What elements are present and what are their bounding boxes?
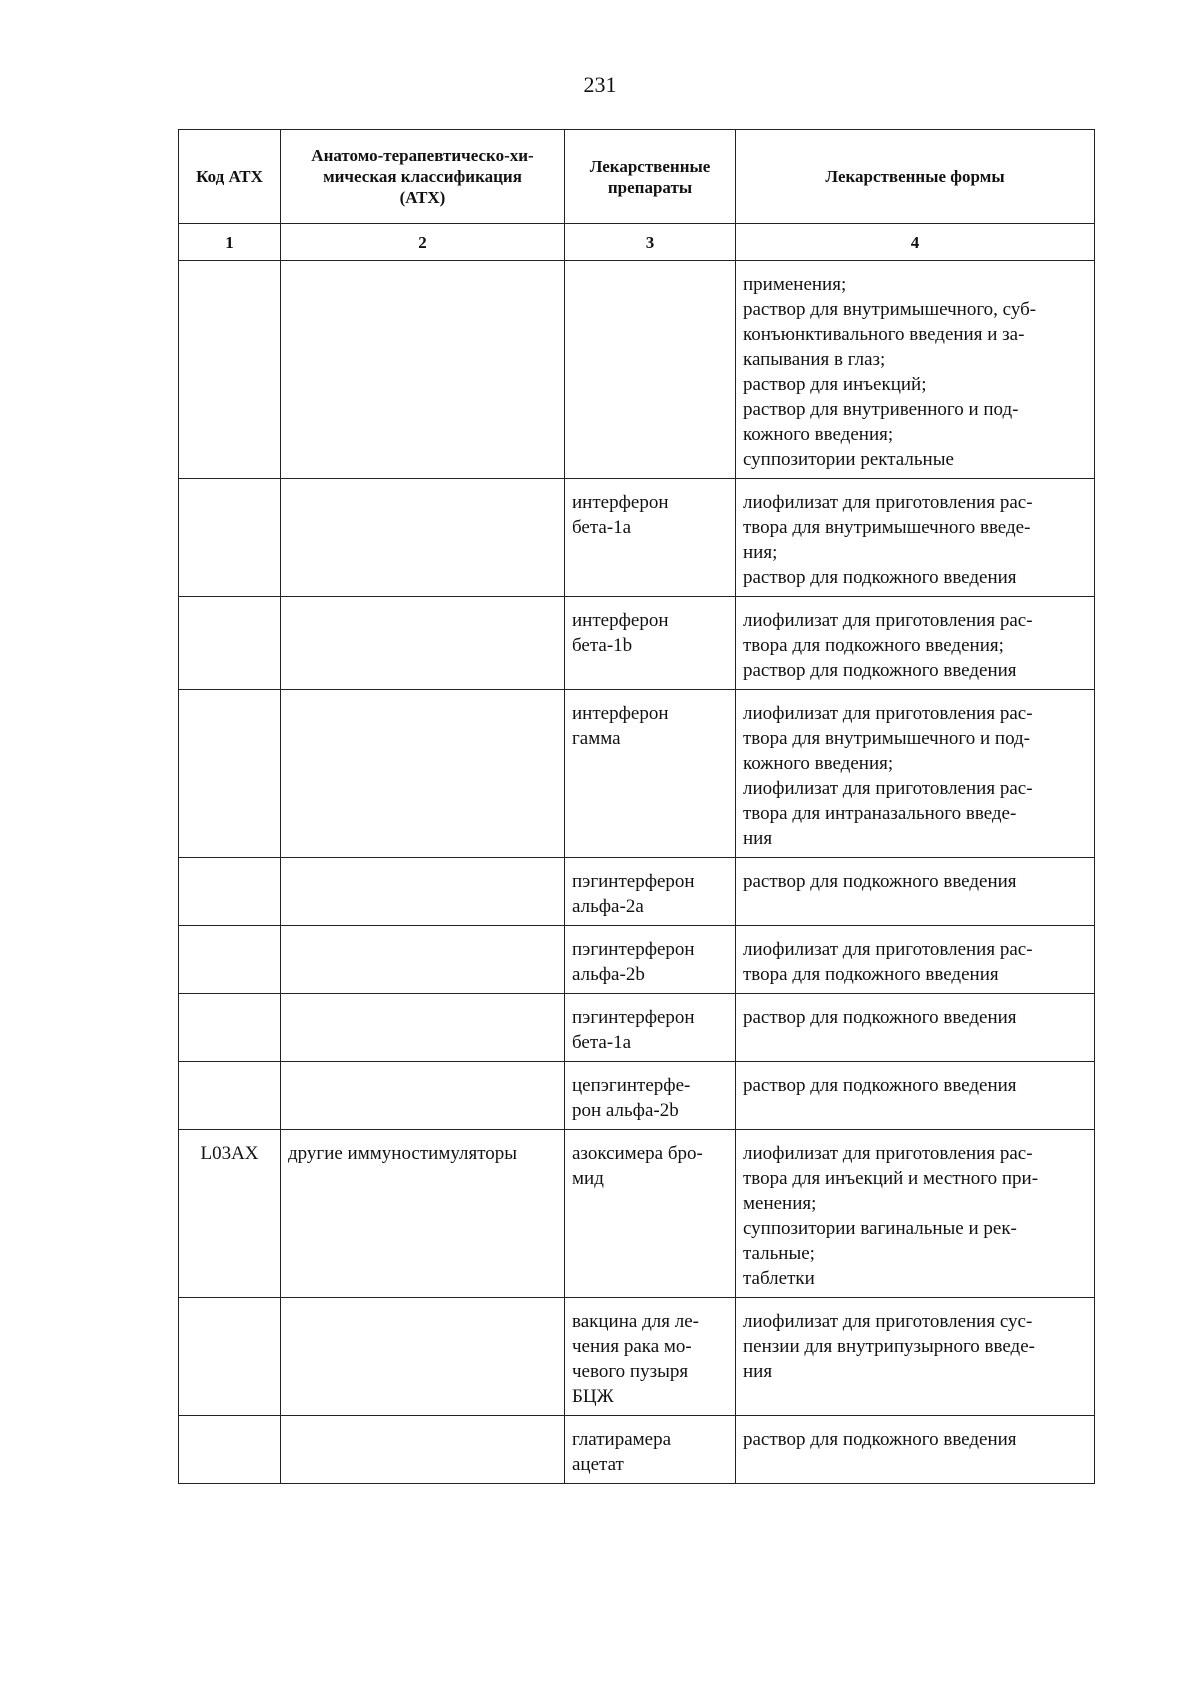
- cell-forms: [736, 690, 1095, 858]
- table-row: [179, 261, 1095, 479]
- cell-forms: [736, 261, 1095, 479]
- column-number: 1: [179, 224, 281, 261]
- drug-line: интерферон: [572, 610, 669, 631]
- cell-forms: [736, 1416, 1095, 1484]
- cell-code: [179, 1416, 281, 1484]
- cell-code: [179, 479, 281, 597]
- cell-code: L03AX: [179, 1130, 281, 1298]
- form-line: раствор для подкожного введения: [743, 1429, 1017, 1450]
- drug-line: рон альфа-2b: [572, 1100, 679, 1121]
- cell-code: [179, 858, 281, 926]
- drug-line: пэгинтерферон: [572, 1007, 695, 1028]
- column-number: 2: [281, 224, 565, 261]
- cell-classification: [281, 690, 565, 858]
- cell-forms: [736, 1062, 1095, 1130]
- drug-line: БЦЖ: [572, 1386, 614, 1407]
- header-line: Код АТХ: [196, 167, 263, 186]
- header-drugs: [565, 130, 736, 224]
- column-number: 3: [565, 224, 736, 261]
- form-line: раствор для подкожного введения: [743, 567, 1017, 588]
- form-line: раствор для инъекций;: [743, 374, 927, 395]
- drug-line: бета-1a: [572, 517, 632, 538]
- table-row: [179, 597, 1095, 690]
- cell-classification: [281, 858, 565, 926]
- form-line: твора для подкожного введения: [743, 964, 999, 985]
- form-line: лиофилизат для приготовления рас-: [743, 778, 1033, 799]
- table-row: [179, 1298, 1095, 1416]
- cell-forms: [736, 597, 1095, 690]
- form-line: раствор для внутривенного и под-: [743, 399, 1019, 420]
- drug-line: цепэгинтерфе-: [572, 1075, 691, 1096]
- form-line: кожного введения;: [743, 424, 894, 445]
- header-line: Лекарственные формы: [825, 167, 1005, 186]
- drug-line: чевого пузыря: [572, 1361, 689, 1382]
- table-row: [179, 926, 1095, 994]
- cell-code: [179, 926, 281, 994]
- cell-drug: [565, 994, 736, 1062]
- header-line: (АТХ): [399, 188, 446, 207]
- form-line: ния: [743, 828, 773, 849]
- form-line: твора для внутримышечного введе-: [743, 517, 1031, 538]
- header-line: мическая классификация: [323, 167, 522, 186]
- drug-line: ацетат: [572, 1454, 624, 1475]
- drug-line: бета-1b: [572, 635, 633, 656]
- cell-code: [179, 690, 281, 858]
- drug-line: интерферон: [572, 703, 669, 724]
- form-line: лиофилизат для приготовления сус-: [743, 1311, 1033, 1332]
- cell-drug: [565, 858, 736, 926]
- form-line: суппозитории ректальные: [743, 449, 954, 470]
- form-line: таблетки: [743, 1268, 815, 1289]
- cell-forms: [736, 479, 1095, 597]
- form-line: конъюнктивального введения и за-: [743, 324, 1025, 345]
- drug-line: пэгинтерферон: [572, 939, 695, 960]
- cell-code: [179, 1062, 281, 1130]
- form-line: лиофилизат для приготовления рас-: [743, 1143, 1033, 1164]
- drug-line: альфа-2a: [572, 896, 644, 917]
- form-line: менения;: [743, 1193, 817, 1214]
- cell-drug: [565, 1416, 736, 1484]
- cell-forms: [736, 994, 1095, 1062]
- table-row: [179, 994, 1095, 1062]
- drug-line: вакцина для ле-: [572, 1311, 699, 1332]
- form-line: пензии для внутрипузырного введе-: [743, 1336, 1035, 1357]
- drug-line: чения рака мо-: [572, 1336, 692, 1357]
- form-line: лиофилизат для приготовления рас-: [743, 610, 1033, 631]
- cell-drug: [565, 261, 736, 479]
- cell-classification: другие иммуностимуляторы: [281, 1130, 565, 1298]
- form-line: ния: [743, 1361, 773, 1382]
- cell-classification: [281, 926, 565, 994]
- cell-drug: [565, 479, 736, 597]
- header-code: [179, 130, 281, 224]
- header-line: Анатомо-терапевтическо-хи-: [311, 146, 534, 165]
- form-line: лиофилизат для приготовления рас-: [743, 492, 1033, 513]
- cell-code: [179, 1298, 281, 1416]
- form-line: лиофилизат для приготовления рас-: [743, 703, 1033, 724]
- form-line: раствор для подкожного введения: [743, 1075, 1017, 1096]
- cell-code: [179, 994, 281, 1062]
- form-line: раствор для подкожного введения: [743, 1007, 1017, 1028]
- drug-line: гамма: [572, 728, 621, 749]
- cell-drug: [565, 597, 736, 690]
- cell-drug: [565, 1062, 736, 1130]
- cell-code: [179, 261, 281, 479]
- form-line: капывания в глаз;: [743, 349, 886, 370]
- header-classification: [281, 130, 565, 224]
- form-line: лиофилизат для приготовления рас-: [743, 939, 1033, 960]
- cell-classification: [281, 1416, 565, 1484]
- form-line: применения;: [743, 274, 847, 295]
- cell-classification: [281, 479, 565, 597]
- table-row: [179, 858, 1095, 926]
- drug-line: альфа-2b: [572, 964, 645, 985]
- table-row: [179, 1062, 1095, 1130]
- form-line: раствор для подкожного введения: [743, 871, 1017, 892]
- form-line: твора для инъекций и местного при-: [743, 1168, 1039, 1189]
- form-line: твора для внутримышечного и под-: [743, 728, 1031, 749]
- form-line: кожного введения;: [743, 753, 894, 774]
- cell-forms: [736, 858, 1095, 926]
- cell-forms: [736, 1298, 1095, 1416]
- cell-classification: [281, 1298, 565, 1416]
- drug-table: [178, 129, 1095, 1484]
- header-line: Лекарственные: [589, 156, 711, 176]
- cell-forms: [736, 926, 1095, 994]
- drug-line: мид: [572, 1168, 604, 1189]
- page-number: 231: [583, 72, 617, 97]
- drug-line: пэгинтерферон: [572, 871, 695, 892]
- cell-classification: [281, 261, 565, 479]
- drug-line: интерферон: [572, 492, 669, 513]
- form-line: раствор для подкожного введения: [743, 660, 1017, 681]
- cell-drug: [565, 690, 736, 858]
- cell-classification: [281, 994, 565, 1062]
- drug-line: бета-1a: [572, 1032, 632, 1053]
- form-line: ния;: [743, 542, 778, 563]
- form-line: раствор для внутримышечного, суб-: [743, 299, 1037, 320]
- table-row: [179, 1130, 1095, 1298]
- header-forms: [736, 130, 1095, 224]
- cell-drug: [565, 1130, 736, 1298]
- form-line: суппозитории вагинальные и рек-: [743, 1218, 1017, 1239]
- table-row: [179, 1416, 1095, 1484]
- table-row: [179, 479, 1095, 597]
- header-line: препараты: [607, 177, 693, 197]
- table-body: [179, 261, 1095, 1484]
- cell-classification: [281, 597, 565, 690]
- form-line: твора для подкожного введения;: [743, 635, 1004, 656]
- cell-classification: [281, 1062, 565, 1130]
- drug-line: глатирамера: [572, 1429, 672, 1450]
- table-row: [179, 690, 1095, 858]
- cell-forms: [736, 1130, 1095, 1298]
- form-line: тальные;: [743, 1243, 815, 1264]
- cell-code: [179, 597, 281, 690]
- column-number: 4: [736, 224, 1095, 261]
- drug-line: азоксимера бро-: [572, 1143, 703, 1164]
- cell-drug: [565, 926, 736, 994]
- cell-drug: [565, 1298, 736, 1416]
- form-line: твора для интраназального введе-: [743, 803, 1017, 824]
